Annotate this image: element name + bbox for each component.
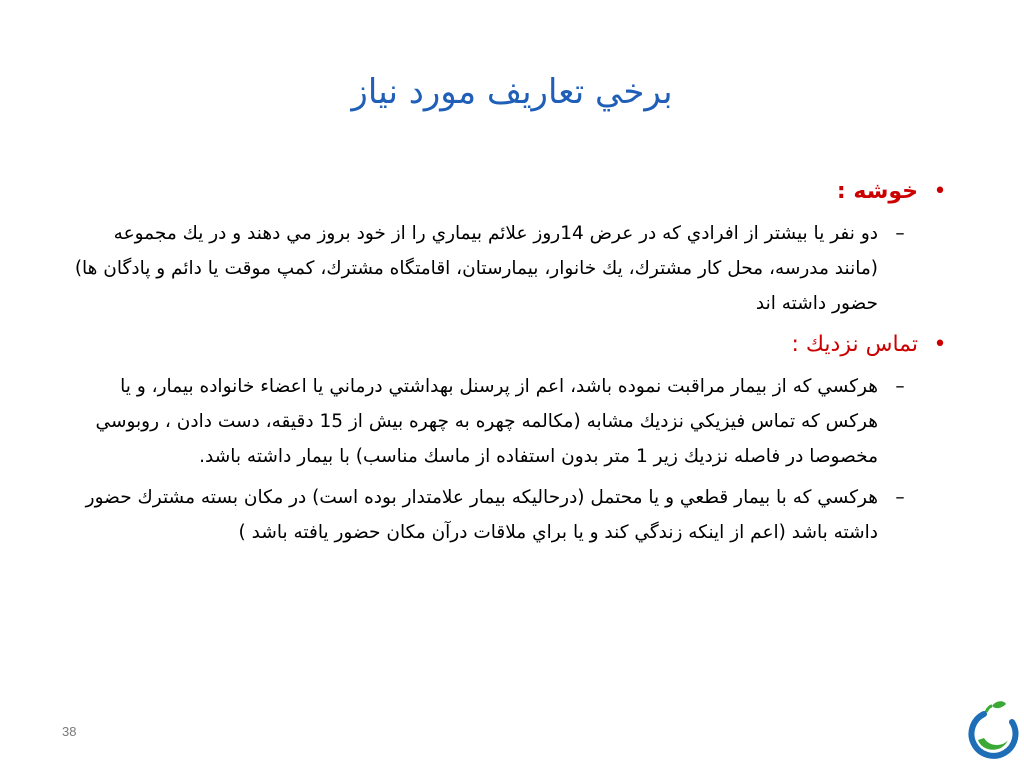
sub-item-dash: –	[895, 487, 905, 508]
bullet-dot: •	[933, 179, 947, 204]
bullet-heading-close-contact: تماس نزديك :	[791, 332, 918, 357]
logo-green-swirl	[978, 738, 1008, 750]
sub-item-text: دو نفر يا بيشتر از افرادي كه در عرض 14روز علائم بيماري را از خود بروز مي دهند و در يك مجموعه (مانند مدرسه، محل كار مشترك، يك خانوار، بيمارستان، اقامتگاه مشترك، كمپ موقت يا دائم و پادگان ها) حضور داشته اند	[74, 223, 878, 314]
page-number: 38	[62, 724, 77, 739]
sub-item-close-contact-2	[66, 480, 952, 550]
bullet-heading-cluster: خوشه :	[836, 179, 918, 204]
slide-body	[66, 174, 952, 556]
slide-title: برخي تعاريف مورد نياز	[351, 72, 673, 112]
bullet-dot: •	[933, 332, 947, 357]
bullet-cluster	[66, 174, 952, 210]
sub-item-cluster-definition	[66, 216, 952, 321]
sub-item-text: هركسي كه با بيمار قطعي و يا محتمل (درحاليكه بيمار علامتدار بوده است) در مكان بسته مشترك حضور داشته باشد (اعم از اينكه زندگي كند و يا براي ملاقات درآن مكان حضور يافته باشد )	[85, 487, 878, 543]
bullet-close-contact	[66, 327, 952, 363]
sub-item-dash: –	[895, 223, 905, 244]
logo-leaf-stem	[986, 706, 992, 712]
sub-item-close-contact-1	[66, 369, 952, 474]
sub-item-dash: –	[895, 376, 905, 397]
organization-logo-icon	[962, 700, 1022, 762]
sub-item-text: هركسي كه از بيمار مراقبت نموده باشد، اعم از پرسنل بهداشتي درماني يا اعضاء خانواده بيمار، و يا هركس كه تماس فيزيكي نزديك مشابه (مكالمه چهره به چهره بيش از 15 دقيقه، دست دادن ، روبوسي مخصوصا در فاصله نزديك زير 1 متر بدون استفاده از ماسك مناسب) با بيمار داشته باشد.	[95, 376, 878, 467]
logo-leaf	[992, 701, 1006, 708]
